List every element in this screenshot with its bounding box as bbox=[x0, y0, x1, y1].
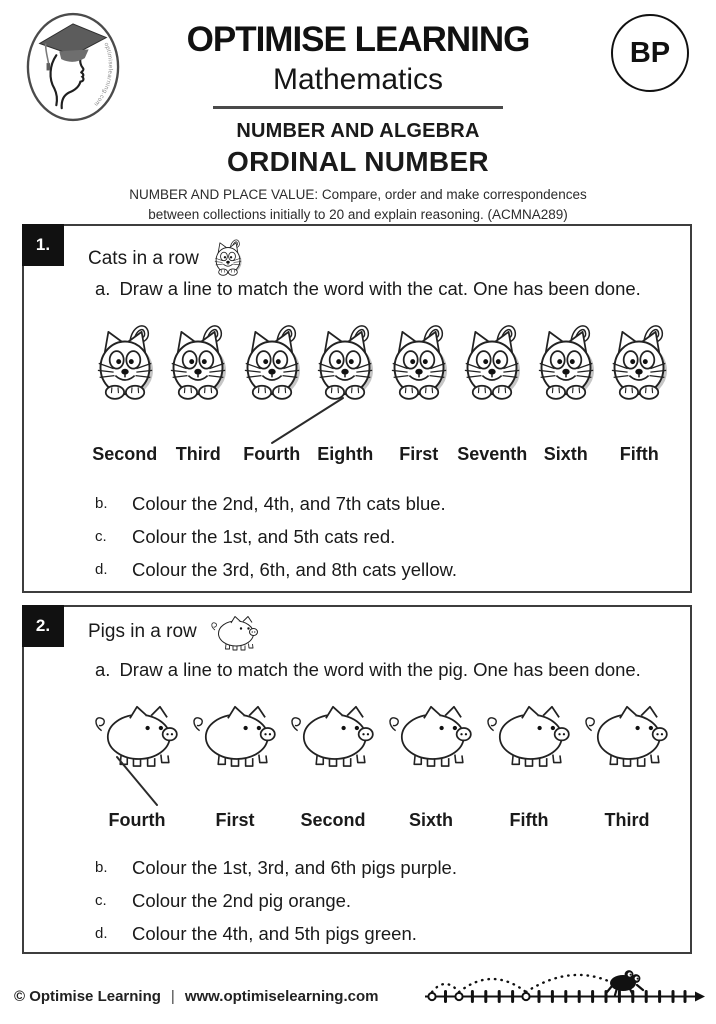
bp-badge: BP bbox=[611, 14, 689, 92]
pig-4[interactable] bbox=[382, 704, 480, 768]
pig-1[interactable] bbox=[88, 704, 186, 768]
cat-8[interactable] bbox=[603, 316, 677, 402]
question-1-part-d bbox=[95, 559, 457, 581]
part-text: Colour the 4th, and 5th pigs green. bbox=[132, 923, 417, 944]
cat-2[interactable] bbox=[162, 316, 236, 402]
ordinal-word[interactable]: Second bbox=[92, 444, 158, 464]
part-text: Draw a line to match the word with the cat. One has been done. bbox=[119, 278, 641, 299]
part-text: Colour the 2nd pig orange. bbox=[132, 890, 352, 911]
ordinal-word[interactable]: Third bbox=[604, 810, 650, 830]
ordinal-word[interactable]: Fourth bbox=[243, 444, 301, 464]
pig-2[interactable] bbox=[186, 704, 284, 768]
part-text: Colour the 1st, 3rd, and 6th pigs purple. bbox=[132, 857, 457, 878]
part-text: Colour the 2nd, 4th, and 7th cats blue. bbox=[132, 493, 446, 514]
part-label: a. bbox=[95, 659, 111, 680]
ordinal-word[interactable]: Third bbox=[175, 444, 221, 464]
header-divider bbox=[213, 106, 503, 109]
ordinal-word[interactable]: First bbox=[399, 444, 439, 464]
part-label: c. bbox=[95, 528, 107, 545]
cat-3[interactable] bbox=[235, 316, 309, 402]
footer bbox=[14, 988, 378, 1005]
frog-numberline-graphic bbox=[424, 960, 708, 1012]
footer-website[interactable]: www.optimiselearning.com bbox=[184, 988, 379, 1005]
ordinal-word[interactable]: Sixth bbox=[543, 444, 588, 464]
descriptor-line-2: between collections initially to 20 and explain reasoning. (ACMNA289) bbox=[148, 206, 568, 222]
ordinal-word[interactable]: Eighth bbox=[317, 444, 374, 464]
question-2-part-a bbox=[95, 659, 641, 681]
ordinal-word[interactable]: Fifth bbox=[509, 810, 549, 830]
pig-6[interactable] bbox=[578, 704, 676, 768]
question-2-box bbox=[22, 605, 692, 954]
ordinal-word[interactable]: Sixth bbox=[408, 810, 453, 830]
ordinal-word[interactable]: First bbox=[215, 810, 255, 830]
strand-heading: NUMBER AND ALGEBRA bbox=[236, 120, 480, 142]
footer-separator: | bbox=[170, 988, 175, 1005]
cat-6[interactable] bbox=[456, 316, 530, 402]
question-2-heading bbox=[88, 615, 261, 651]
part-label: d. bbox=[95, 925, 108, 942]
cat-4[interactable] bbox=[309, 316, 383, 402]
question-2-part-c bbox=[95, 890, 351, 912]
part-text: Colour the 1st, and 5th cats red. bbox=[132, 526, 396, 547]
ordinal-word[interactable]: Fifth bbox=[619, 444, 659, 464]
cat-icon bbox=[211, 234, 245, 278]
cat-1[interactable] bbox=[88, 316, 162, 402]
question-1-part-a bbox=[95, 278, 641, 300]
ordinal-words-row-pigs bbox=[24, 810, 690, 831]
ordinal-word[interactable]: Fourth bbox=[108, 810, 166, 830]
part-label: b. bbox=[95, 495, 108, 512]
question-2-heading-text: Pigs in a row bbox=[88, 621, 197, 642]
part-label: a. bbox=[95, 278, 111, 299]
part-label: c. bbox=[95, 892, 107, 909]
question-1-box bbox=[22, 224, 692, 593]
pig-5[interactable] bbox=[480, 704, 578, 768]
worksheet-title: ORDINAL NUMBER bbox=[227, 146, 489, 177]
frog-icon bbox=[607, 970, 643, 995]
question-2-part-d bbox=[95, 923, 417, 945]
part-label: b. bbox=[95, 859, 108, 876]
question-1-part-b bbox=[95, 493, 446, 515]
part-text: Colour the 3rd, 6th, and 8th cats yellow. bbox=[132, 559, 457, 580]
cats-row bbox=[24, 310, 690, 402]
logo-curved-text: optimiselearning.com bbox=[92, 41, 113, 108]
subject-title: Mathematics bbox=[272, 63, 444, 96]
pigs-row bbox=[24, 698, 690, 768]
cat-7[interactable] bbox=[529, 316, 603, 402]
footer-copyright: © Optimise Learning bbox=[14, 988, 161, 1005]
brand-title: OPTIMISE LEARNING bbox=[186, 20, 530, 59]
question-1-part-c bbox=[95, 526, 395, 548]
ordinal-word[interactable]: Second bbox=[300, 810, 366, 830]
optimise-learning-logo bbox=[24, 10, 122, 124]
pig-3[interactable] bbox=[284, 704, 382, 768]
pig-icon bbox=[209, 615, 261, 651]
curriculum-descriptor bbox=[0, 185, 716, 224]
question-1-heading bbox=[88, 234, 245, 278]
question-1-number: 1. bbox=[22, 224, 64, 266]
ordinal-words-row-cats bbox=[24, 444, 690, 465]
cat-5[interactable] bbox=[382, 316, 456, 402]
question-2-part-b bbox=[95, 857, 457, 879]
header bbox=[0, 0, 716, 224]
part-label: d. bbox=[95, 561, 108, 578]
descriptor-line-1: NUMBER AND PLACE VALUE: Compare, order and make correspondences bbox=[129, 187, 587, 202]
question-2-number: 2. bbox=[22, 605, 64, 647]
ordinal-word[interactable]: Seventh bbox=[457, 444, 528, 464]
part-text: Draw a line to match the word with the pig. One has been done. bbox=[119, 659, 641, 680]
question-1-heading-text: Cats in a row bbox=[88, 248, 199, 269]
